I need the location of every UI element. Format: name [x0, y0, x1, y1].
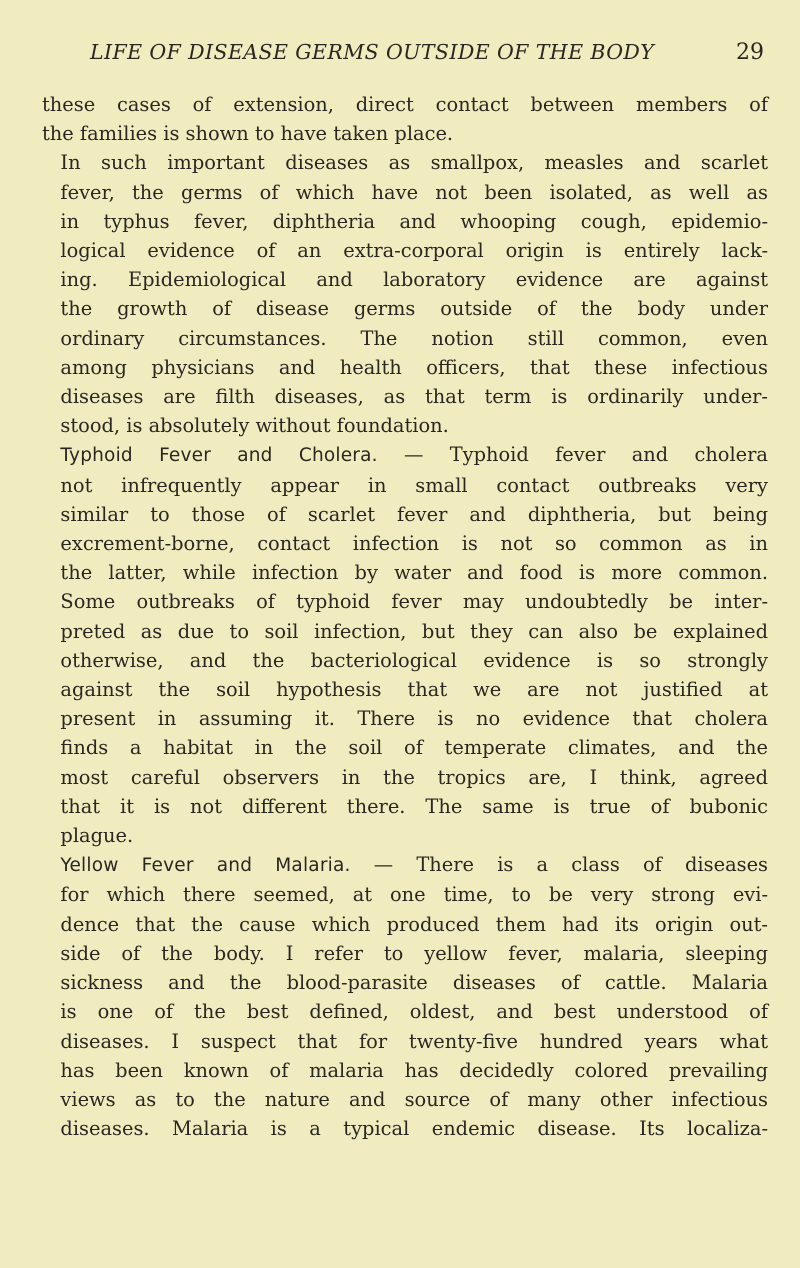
text-line: ing. Epidemiological and laboratory evidence are against — [60, 268, 768, 292]
text-line: In such important diseases as smallpox, measles and scarlet — [60, 151, 768, 175]
text-line: diseases. Malaria is a typical endemic disease. Its localiza- — [60, 1117, 768, 1141]
text-line: present in assuming it. There is no evidence that cholera — [60, 707, 768, 731]
text-line — [42, 850, 768, 880]
text-line: views as to the nature and source of many other infectious — [60, 1087, 768, 1111]
text-line: most careful observers in the tropics are, I think, agreed — [60, 765, 768, 789]
text-line: dence that the cause which produced them had its origin out- — [60, 912, 768, 936]
text-line: that it is not different there. The same is true of bubonic — [60, 794, 768, 818]
text-line: for which there seemed, at one time, to be very strong evi- — [60, 883, 768, 907]
text-line: in typhus fever, diphtheria and whooping cough, epidemio- — [60, 209, 768, 233]
section-heading-typhoid-cholera: Typhoid Fever and Cholera. — [60, 445, 378, 467]
paragraph-yellow-fever-malaria — [42, 850, 768, 1143]
text-line: not infrequently appear in small contact outbreaks very — [60, 473, 768, 497]
text-line: against the soil hypothesis that we are not justified at — [60, 678, 768, 702]
body-text — [42, 90, 768, 1143]
heading-line-rest: — Typhoid fever and cholera — [377, 443, 768, 467]
running-head — [42, 40, 768, 84]
paragraph-typhoid-cholera — [42, 440, 768, 850]
text-line: the families is shown to have taken place. — [42, 122, 454, 146]
text-line: side of the body. I refer to yellow fever, malaria, sleeping — [60, 941, 768, 965]
text-line: the growth of disease germs outside of the body under — [60, 297, 768, 321]
section-heading-yellow-fever-malaria: Yellow Fever and Malaria. — [60, 855, 351, 877]
heading-line-rest: — There is a class of diseases — [350, 853, 769, 877]
text-line: stood, is absolutely without foundation. — [60, 414, 449, 438]
text-line: plague. — [60, 824, 134, 848]
text-line: diseases. I suspect that for twenty-five hundred years what — [60, 1029, 768, 1053]
text-line: similar to those of scarlet fever and diphtheria, but being — [60, 502, 768, 526]
text-line: preted as due to soil infection, but they can also be explained — [60, 619, 768, 643]
text-line: is one of the best defined, oldest, and best understood of — [60, 1000, 768, 1024]
text-line: otherwise, and the bacteriological evidence is so strongly — [60, 648, 768, 672]
text-line: excrement-borne, contact infection is not so common as in — [60, 532, 768, 556]
running-title: LIFE OF DISEASE GERMS OUTSIDE OF THE BODY — [90, 40, 655, 64]
text-line: finds a habitat in the soil of temperate climates, and the — [60, 736, 768, 760]
page-number: 29 — [736, 40, 764, 65]
text-line: diseases are filth diseases, as that term is ordinarily under- — [60, 385, 768, 409]
text-line: ordinary circumstances. The notion still common, even — [60, 326, 768, 350]
text-line: sickness and the blood-parasite diseases of cattle. Malaria — [60, 971, 768, 995]
paragraph-continuation — [42, 90, 768, 148]
text-line: these cases of extension, direct contact between members of — [42, 93, 768, 116]
text-line: has been known of malaria has decidedly colored prevailing — [60, 1058, 768, 1082]
text-line: among physicians and health officers, that these infectious — [60, 355, 768, 379]
text-line: logical evidence of an extra-corporal origin is entirely lack- — [60, 239, 768, 263]
text-line: fever, the germs of which have not been isolated, as well as — [60, 180, 768, 204]
text-line — [42, 440, 768, 470]
text-line: Some outbreaks of typhoid fever may undoubtedly be inter- — [60, 590, 768, 614]
paragraph-contagious-diseases — [42, 148, 768, 440]
text-line: the latter, while infection by water and food is more common. — [60, 561, 768, 585]
